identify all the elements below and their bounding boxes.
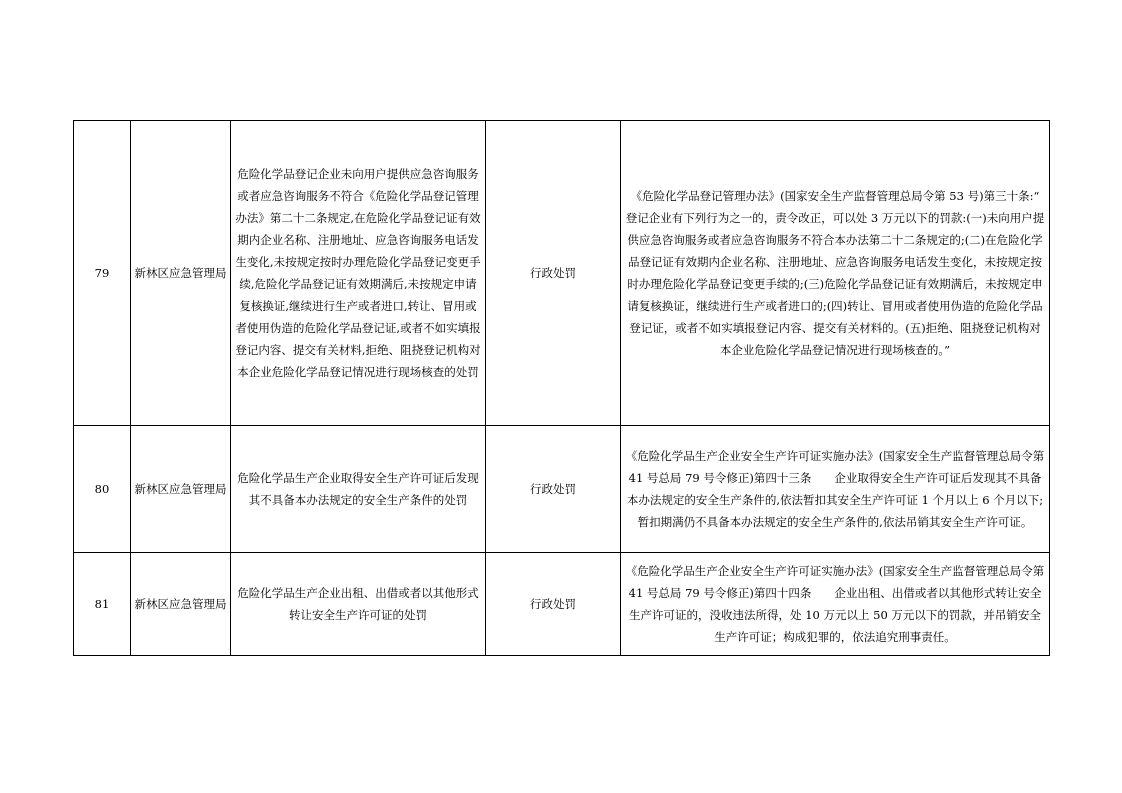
legal-basis-cell: 《危险化学品登记管理办法》(国家安全生产监督管理总局令第 53 号)第三十条:“ 登记企业有下列行为之一的，责令改正，可以处 3 万元以下的罚款:(一)未向用户提供应急咨询服务或者应急咨询服务不符合本办法第二十二条规定的;(二)在危险化学品登记证有效期内企业名称、注册地址、应急咨询服务电话发生变化，未按规定按时办理危险化学品登记变更手续的;(三)危险化学品登记证有效期满后，未按规定申请复核换证，继续进行生产或者进口的;(四)转让、冒用或者使用伪造的危险化学品登记证，或者不如实填报登记内容、提交有关材料的。(五)拒绝、阻挠登记机构对本企业危险化学品登记情况进行现场核查的。” xyxy=(621,121,1050,426)
department-cell: 新林区应急管理局 xyxy=(131,121,231,426)
row-number: 81 xyxy=(74,553,131,656)
penalty-item-cell: 危险化学品生产企业取得安全生产许可证后发现其不具备本办法规定的安全生产条件的处罚 xyxy=(231,426,486,553)
table-row xyxy=(74,121,1050,426)
table-row xyxy=(74,426,1050,553)
department-cell: 新林区应急管理局 xyxy=(131,426,231,553)
legal-basis-cell: 《危险化学品生产企业安全生产许可证实施办法》(国家安全生产监督管理总局令第 41 号总局 79 号令修正)第四十三条 企业取得安全生产许可证后发现其不具备本办法规定的安全生产条件的,依法暂扣其安全生产许可证 1 个月以上 6 个月以下;暂扣期满仍不具备本办法规定的安全生产条件的,依法吊销其安全生产许可证。 xyxy=(621,426,1050,553)
department-cell: 新林区应急管理局 xyxy=(131,553,231,656)
table-row xyxy=(74,553,1050,656)
row-number: 79 xyxy=(74,121,131,426)
penalty-item-cell: 危险化学品生产企业出租、出借或者以其他形式转让安全生产许可证的处罚 xyxy=(231,553,486,656)
action-type-cell: 行政处罚 xyxy=(486,553,621,656)
action-type-cell: 行政处罚 xyxy=(486,121,621,426)
row-number: 80 xyxy=(74,426,131,553)
enforcement-items-table xyxy=(73,120,1063,656)
legal-basis-cell: 《危险化学品生产企业安全生产许可证实施办法》(国家安全生产监督管理总局令第 41 号总局 79 号令修正)第四十四条 企业出租、出借或者以其他形式转让安全生产许可证的，没收违法所得，处 10 万元以上 50 万元以下的罚款，并吊销安全生产许可证；构成犯罪的，依法追究刑事责任。 xyxy=(621,553,1050,656)
action-type-cell: 行政处罚 xyxy=(486,426,621,553)
penalty-item-cell: 危险化学品登记企业未向用户提供应急咨询服务或者应急咨询服务不符合《危险化学品登记管理办法》第二十二条规定,在危险化学品登记证有效期内企业名称、注册地址、应急咨询服务电话发生变化,未按规定按时办理危险化学品登记变更手续,危险化学品登记证有效期满后,未按规定申请复核换证,继续进行生产或者进口,转让、冒用或者使用伪造的危险化学品登记证,或者不如实填报登记内容、提交有关材料,拒绝、阻挠登记机构对本企业危险化学品登记情况进行现场核查的处罚 xyxy=(231,121,486,426)
